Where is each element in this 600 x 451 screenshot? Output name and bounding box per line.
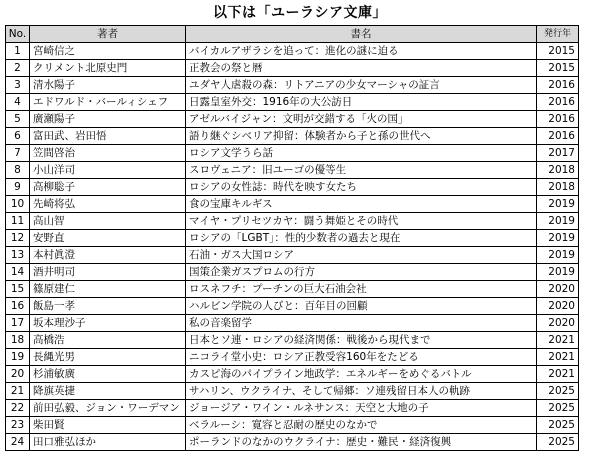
- cell-year: 2019: [537, 247, 579, 264]
- cell-no: 14: [6, 264, 30, 281]
- table-row: [6, 128, 579, 145]
- cell-title: マイヤ・プリセツカヤ：闘う舞姫とその時代: [186, 213, 537, 230]
- table-header: [6, 26, 579, 43]
- cell-title: ロシア文学うら話: [186, 145, 537, 162]
- cell-no: 13: [6, 247, 30, 264]
- cell-no: 22: [6, 400, 30, 417]
- table-row: [6, 366, 579, 383]
- cell-author: 高柳聡子: [30, 179, 186, 196]
- table-row: [6, 145, 579, 162]
- cell-author: 酒井明司: [30, 264, 186, 281]
- cell-year: 2015: [537, 60, 579, 77]
- cell-title: ロシアの女性誌：時代を映す女たち: [186, 179, 537, 196]
- cell-year: 2019: [537, 213, 579, 230]
- table-row: [6, 247, 579, 264]
- cell-no: 18: [6, 332, 30, 349]
- cell-title: ハルビン学院の人びと：百年目の回顧: [186, 298, 537, 315]
- cell-title: 正教会の祭と暦: [186, 60, 537, 77]
- cell-no: 3: [6, 77, 30, 94]
- cell-title: 私の音楽留学: [186, 315, 537, 332]
- cell-year: 2025: [537, 400, 579, 417]
- header-year: 発行年: [537, 26, 579, 43]
- table-row: [6, 417, 579, 434]
- cell-year: 2016: [537, 77, 579, 94]
- page-title: 以下は「ユーラシア文庫」: [213, 5, 387, 21]
- table-row: [6, 94, 579, 111]
- table-row: [6, 298, 579, 315]
- cell-author: 本村眞澄: [30, 247, 186, 264]
- cell-year: 2021: [537, 332, 579, 349]
- cell-year: 2020: [537, 281, 579, 298]
- cell-author: 降旗英捷: [30, 383, 186, 400]
- cell-author: 杉浦敏廣: [30, 366, 186, 383]
- cell-year: 2018: [537, 162, 579, 179]
- cell-author: 高橋浩: [30, 332, 186, 349]
- cell-title: ジョージア・ワイン・ルネサンス：天空と大地の子: [186, 400, 537, 417]
- cell-year: 2016: [537, 94, 579, 111]
- table-row: [6, 434, 579, 451]
- table-row: [6, 315, 579, 332]
- cell-author: 笠間啓治: [30, 145, 186, 162]
- cell-no: 12: [6, 230, 30, 247]
- cell-year: 2021: [537, 366, 579, 383]
- cell-author: 田口雅弘ほか: [30, 434, 186, 451]
- cell-year: 2019: [537, 196, 579, 213]
- cell-title: ロシアの「LGBT」：性的少数者の過去と現在: [186, 230, 537, 247]
- cell-no: 4: [6, 94, 30, 111]
- header-title: 書名: [186, 26, 537, 43]
- cell-year: 2019: [537, 230, 579, 247]
- cell-year: 2025: [537, 383, 579, 400]
- cell-no: 10: [6, 196, 30, 213]
- books-table: [5, 25, 579, 451]
- cell-no: 15: [6, 281, 30, 298]
- table-row: [6, 400, 579, 417]
- cell-no: 1: [6, 43, 30, 60]
- cell-author: 坂本理沙子: [30, 315, 186, 332]
- cell-year: 2025: [537, 417, 579, 434]
- cell-year: 2015: [537, 43, 579, 60]
- cell-no: 11: [6, 213, 30, 230]
- table-row: [6, 349, 579, 366]
- cell-author: 前田弘毅、ジョン・ワーデマン: [30, 400, 186, 417]
- cell-title: 食の宝庫キルギス: [186, 196, 537, 213]
- cell-no: 24: [6, 434, 30, 451]
- table-row: [6, 60, 579, 77]
- table-row: [6, 196, 579, 213]
- cell-author: クリメント北原史門: [30, 60, 186, 77]
- cell-title: 日露皇室外交：1916年の大公訪日: [186, 94, 537, 111]
- header-author: 著者: [30, 26, 186, 43]
- cell-title: ロスネフチ：プーチンの巨大石油会社: [186, 281, 537, 298]
- table-row: [6, 111, 579, 128]
- cell-year: 2020: [537, 315, 579, 332]
- cell-title: ユダヤ人虐殺の森：リトアニアの少女マーシャの証言: [186, 77, 537, 94]
- cell-author: 富田武、岩田悟: [30, 128, 186, 145]
- cell-title: ニコライ堂小史：ロシア正教受容160年をたどる: [186, 349, 537, 366]
- cell-author: 先崎将弘: [30, 196, 186, 213]
- table-row: [6, 383, 579, 400]
- cell-title: アゼルバイジャン：文明が交錯する「火の国」: [186, 111, 537, 128]
- cell-no: 2: [6, 60, 30, 77]
- cell-year: 2025: [537, 434, 579, 451]
- cell-author: 飯島一孝: [30, 298, 186, 315]
- cell-year: 2016: [537, 128, 579, 145]
- cell-author: 篠原建仁: [30, 281, 186, 298]
- cell-title: バイカルアザラシを追って：進化の謎に迫る: [186, 43, 537, 60]
- cell-title: ベラルーシ：寛容と忍耐の歴史のなかで: [186, 417, 537, 434]
- cell-title: カスピ海のパイプライン地政学：エネルギーをめぐるバトル: [186, 366, 537, 383]
- cell-year: 2021: [537, 349, 579, 366]
- cell-title: 国策企業ガスプロムの行方: [186, 264, 537, 281]
- cell-title: サハリン、ウクライナ、そして帰郷：ソ連残留日本人の軌跡: [186, 383, 537, 400]
- table-row: [6, 179, 579, 196]
- cell-title: ポーランドのなかのウクライナ：歴史・難民・経済復興: [186, 434, 537, 451]
- cell-no: 6: [6, 128, 30, 145]
- table-row: [6, 281, 579, 298]
- cell-no: 20: [6, 366, 30, 383]
- cell-author: 柴田賢: [30, 417, 186, 434]
- cell-year: 2016: [537, 111, 579, 128]
- header-no: No.: [6, 26, 30, 43]
- cell-author: 宮崎信之: [30, 43, 186, 60]
- cell-author: 廣瀬陽子: [30, 111, 186, 128]
- table-row: [6, 77, 579, 94]
- table-row: [6, 230, 579, 247]
- table-row: [6, 332, 579, 349]
- cell-no: 9: [6, 179, 30, 196]
- cell-no: 8: [6, 162, 30, 179]
- cell-year: 2020: [537, 298, 579, 315]
- cell-author: 安野直: [30, 230, 186, 247]
- cell-no: 23: [6, 417, 30, 434]
- cell-no: 7: [6, 145, 30, 162]
- cell-no: 16: [6, 298, 30, 315]
- table-row: [6, 43, 579, 60]
- cell-year: 2018: [537, 179, 579, 196]
- cell-author: 長縄光男: [30, 349, 186, 366]
- cell-author: エドワルド・バールィシェフ: [30, 94, 186, 111]
- cell-title: 語り継ぐシベリア抑留：体験者から子と孫の世代へ: [186, 128, 537, 145]
- table-row: [6, 213, 579, 230]
- table-row: [6, 162, 579, 179]
- cell-year: 2017: [537, 145, 579, 162]
- cell-author: 小山洋司: [30, 162, 186, 179]
- table-row: [6, 264, 579, 281]
- cell-year: 2019: [537, 264, 579, 281]
- cell-title: 日本とソ連・ロシアの経済関係：戦後から現代まで: [186, 332, 537, 349]
- cell-no: 17: [6, 315, 30, 332]
- table-body: [6, 43, 579, 451]
- cell-author: 清水陽子: [30, 77, 186, 94]
- cell-title: 石油・ガス大国ロシア: [186, 247, 537, 264]
- cell-no: 21: [6, 383, 30, 400]
- cell-no: 5: [6, 111, 30, 128]
- cell-no: 19: [6, 349, 30, 366]
- header-row: [6, 26, 579, 43]
- cell-author: 高山智: [30, 213, 186, 230]
- cell-title: スロヴェニア：旧ユーゴの優等生: [186, 162, 537, 179]
